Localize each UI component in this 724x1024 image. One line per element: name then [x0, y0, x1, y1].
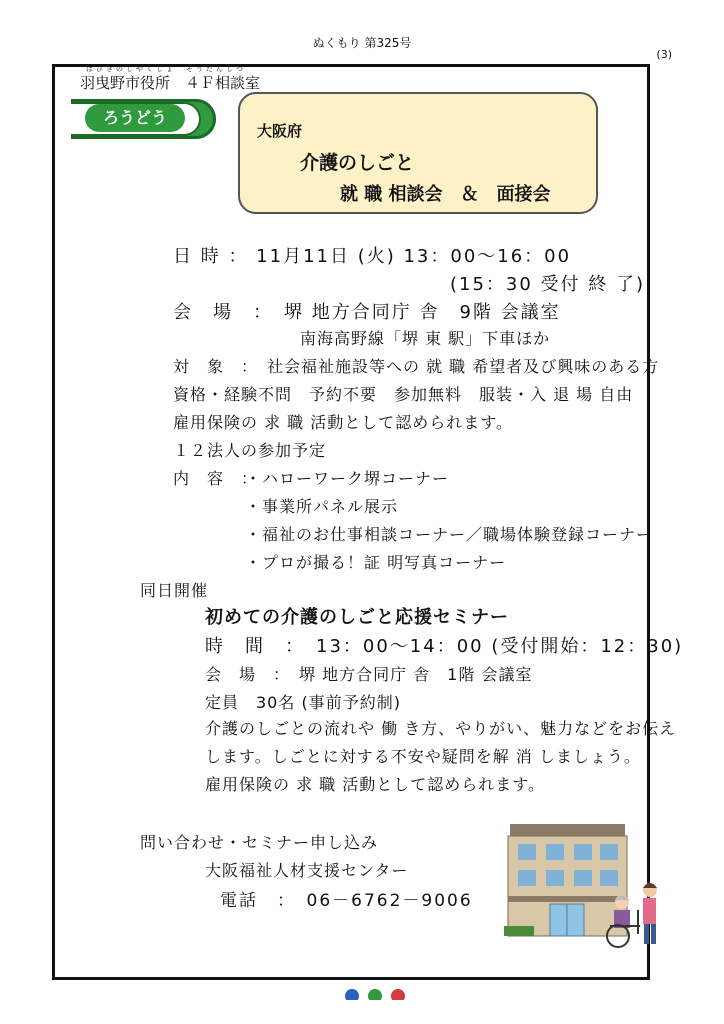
- page-number: (3): [656, 48, 672, 61]
- seminar-description-2: します。しごとに対する不安や疑問を解 消 しましょう。: [205, 747, 641, 766]
- office-location: [80, 65, 261, 93]
- same-day-label: 同日開催: [140, 581, 209, 600]
- content-item: ・プロが撮る！証 明写真コーナー: [245, 553, 507, 572]
- footer-logo: [340, 986, 410, 1006]
- event-content-label: 内 容 ：: [173, 469, 259, 488]
- event-subtitle: 就 職 相談会 ＆ 面接会: [340, 184, 551, 205]
- content-item: ・福祉のお仕事相談コーナー／職場体験登録コーナー: [245, 525, 654, 544]
- event-access: 南海高野線「堺 東 駅」下車ほか: [300, 329, 551, 348]
- event-insurance-note: 雇用保険の 求 職 活動として認められます。: [173, 413, 513, 432]
- event-venue: 会 場 ： 堺 地方合同庁 舎 9階 会議室: [173, 302, 561, 323]
- office-name: 羽曳野市役所 ４Ｆ相談室: [80, 74, 261, 92]
- event-reception: (15：30 受付 終 了): [450, 274, 646, 295]
- seminar-insurance-note: 雇用保険の 求 職 活動として認められます。: [205, 775, 545, 794]
- office-furigana: はびきのしやくしょ そうだんしつ: [86, 65, 246, 73]
- contact-organization: 大阪福祉人材支援センター: [205, 861, 409, 880]
- contact-phone: 電話 ： 06－6762－9006: [220, 891, 473, 911]
- content-item: ・ハローワーク堺コーナー: [245, 469, 450, 488]
- seminar-time: 時 間 ： 13：00～14：00 (受付開始：12：30): [205, 636, 684, 657]
- event-conditions: 資格・経験不問 予約不要 参加無料 服装・入 退 場 自由: [173, 385, 634, 404]
- event-target: 対 象 ： 社会福祉施設等への 就 職 希望者及び興味のある方: [173, 357, 660, 376]
- seminar-description-1: 介護のしごとの流れや 働 き方、やりがい、魅力などをお伝え: [205, 719, 677, 738]
- seminar-title: 初めての介護のしごと応援セミナー: [205, 607, 509, 628]
- category-tag-label: ろうどう: [85, 104, 185, 132]
- newsletter-header: ぬくもり 第325号: [312, 36, 412, 50]
- event-date: 日 時 ： 11月11日 (火) 13：00～16：00: [173, 246, 572, 267]
- seminar-venue: 会 場 ： 堺 地方合同庁 舎 1階 会議室: [205, 665, 533, 684]
- event-main-title: 介護のしごと: [300, 152, 415, 174]
- care-facility-illustration: [500, 822, 660, 952]
- prefecture-label: 大阪府: [257, 122, 303, 140]
- contact-heading: 問い合わせ・セミナー申し込み: [140, 833, 379, 852]
- event-companies: １２法人の参加予定: [173, 441, 327, 460]
- seminar-capacity: 定員 30名 (事前予約制): [205, 693, 401, 712]
- content-item: ・事業所パネル展示: [245, 497, 399, 516]
